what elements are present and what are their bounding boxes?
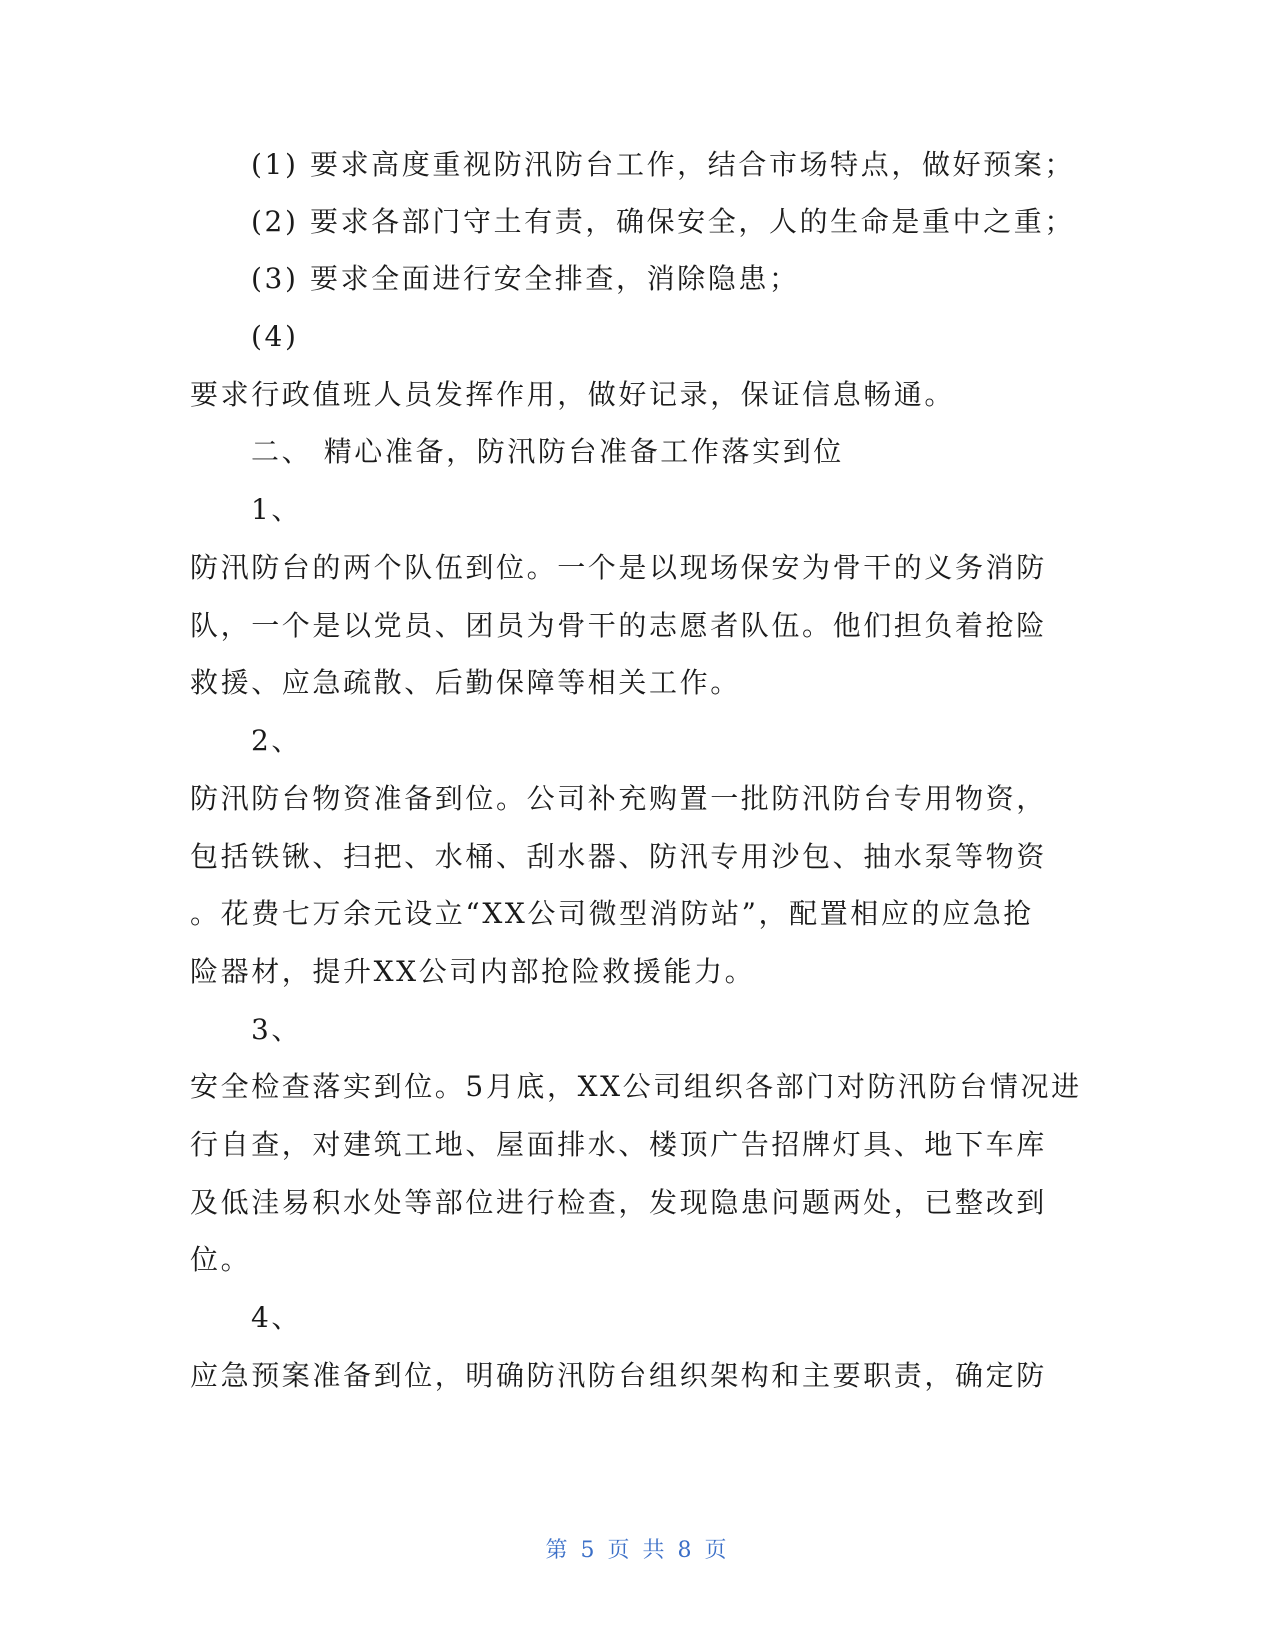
paragraph-line: 。花费七万余元设立“XX公司微型消防站”，配置相应的应急抢 xyxy=(190,897,1034,930)
paragraph-line: 防汛防台物资准备到位。公司补充购置一批防汛防台专用物资， xyxy=(190,782,1047,815)
list-item-4-number: (4) xyxy=(251,320,299,353)
list-item-1: (1) 要求高度重视防汛防台工作，结合市场特点，做好预案； xyxy=(251,148,1075,181)
item-1-number: 1、 xyxy=(251,493,303,526)
paragraph-line: 包括铁锹、扫把、水桶、刮水器、防汛专用沙包、抽水泵等物资 xyxy=(190,840,1047,873)
item-2-number: 2、 xyxy=(251,724,303,757)
paragraph-line: 队，一个是以党员、团员为骨干的志愿者队伍。他们担负着抢险 xyxy=(190,609,1047,642)
list-item-4-text: 要求行政值班人员发挥作用，做好记录，保证信息畅通。 xyxy=(190,378,956,411)
paragraph-line: 位。 xyxy=(190,1243,252,1276)
paragraph-line: 安全检查落实到位。5月底，XX公司组织各部门对防汛防台情况进 xyxy=(190,1070,1082,1103)
item-4-number: 4、 xyxy=(251,1301,303,1334)
section-heading: 二、 精心准备，防汛防台准备工作落实到位 xyxy=(251,435,844,468)
page-number-footer: 第 5 页 共 8 页 xyxy=(545,1538,730,1563)
paragraph-line: 应急预案准备到位，明确防汛防台组织架构和主要职责，确定防 xyxy=(190,1359,1047,1392)
paragraph-line: 救援、应急疏散、后勤保障等相关工作。 xyxy=(190,666,741,699)
paragraph-line: 及低洼易积水处等部位进行检查，发现隐患问题两处，已整改到 xyxy=(190,1186,1047,1219)
list-item-3: (3) 要求全面进行安全排查，消除隐患； xyxy=(251,262,800,295)
paragraph-line: 行自查，对建筑工地、屋面排水、楼顶广告招牌灯具、地下车库 xyxy=(190,1128,1047,1161)
list-item-2: (2) 要求各部门守土有责，确保安全，人的生命是重中之重； xyxy=(251,205,1075,238)
paragraph-line: 防汛防台的两个队伍到位。一个是以现场保安为骨干的义务消防 xyxy=(190,551,1047,584)
item-3-number: 3、 xyxy=(251,1013,303,1046)
paragraph-line: 险器材，提升XX公司内部抢险救援能力。 xyxy=(190,955,756,988)
